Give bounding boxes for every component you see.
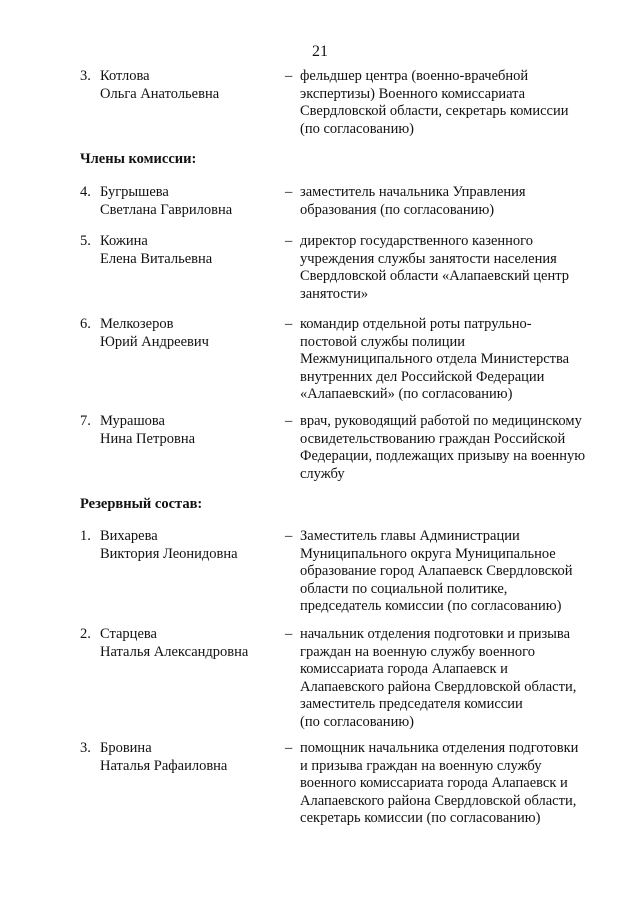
entry-description — [300, 626, 625, 732]
description-line: секретарь комиссии (по согласованию) — [300, 810, 541, 827]
entry-description — [300, 184, 625, 219]
description-line: «Алапаевский» (по согласованию) — [300, 386, 513, 403]
description-line: области по социальной политике, — [300, 580, 508, 597]
description-line: (по согласованию) — [300, 713, 414, 730]
page-number: 21 — [312, 43, 328, 60]
entry-description — [300, 413, 625, 483]
description-line: врач, руководящий работой по медицинскому — [300, 413, 582, 429]
entry-surname: Кожина — [100, 233, 148, 249]
entry-dash: – — [285, 528, 293, 544]
entry-name — [100, 68, 280, 103]
entry-number: 3. — [80, 740, 91, 756]
entry-surname: Бровина — [100, 740, 152, 756]
entry-given-name: Елена Витальевна — [100, 250, 213, 267]
entry-name — [100, 184, 280, 219]
description-line: освидетельствованию граждан Российской — [300, 430, 566, 447]
entry-name — [100, 233, 280, 268]
reserve-heading: Резервный состав: — [80, 496, 203, 512]
entry-name — [100, 413, 280, 448]
entry-given-name: Виктория Леонидовна — [100, 545, 238, 562]
entry-description — [300, 68, 625, 138]
description-line: экспертизы) Военного комиссариата — [300, 85, 526, 102]
description-line: Алапаевского района Свердловской области, — [300, 678, 577, 695]
entry-description — [300, 316, 625, 404]
entry-surname: Бугрышева — [100, 184, 169, 200]
description-line: комиссариата города Алапаевск и — [300, 661, 508, 678]
description-line: заместитель председателя комиссии — [300, 696, 523, 713]
description-line: внутренних дел Российской Федерации — [300, 368, 545, 385]
entry-number: 1. — [80, 528, 91, 544]
entry-surname: Котлова — [100, 68, 150, 84]
entry-given-name: Ольга Анатольевна — [100, 85, 220, 102]
entry-name — [100, 626, 280, 661]
description-line: Муниципального округа Муниципальное — [300, 545, 556, 562]
description-line: командир отдельной роты патрульно- — [300, 316, 532, 332]
description-line: учреждения службы занятости населения — [300, 250, 557, 267]
entry-number: 3. — [80, 68, 91, 84]
entry-name — [100, 316, 280, 351]
entry-dash: – — [285, 740, 293, 756]
entry-description — [300, 740, 625, 828]
entry-number: 2. — [80, 626, 91, 642]
description-line: Свердловской области, секретарь комиссии — [300, 103, 569, 120]
entry-number: 4. — [80, 184, 91, 200]
description-line: военного комиссариата города Алапаевск и — [300, 775, 568, 792]
entry-given-name: Наталья Рафаиловна — [100, 757, 228, 774]
description-line: Свердловской области «Алапаевский центр — [300, 268, 569, 285]
entry-given-name: Наталья Александровна — [100, 643, 249, 660]
description-line: Алапаевского района Свердловской области, — [300, 792, 577, 809]
entry-description — [300, 233, 625, 303]
members-heading: Члены комиссии: — [80, 151, 197, 167]
entry-dash: – — [285, 316, 293, 332]
entry-dash: – — [285, 184, 293, 200]
description-line: граждан на военную службу военного — [300, 643, 535, 660]
entry-number: 6. — [80, 316, 91, 332]
description-line: образование город Алапаевск Свердловской — [300, 563, 573, 580]
entry-name — [100, 740, 280, 775]
entry-given-name: Юрий Андреевич — [100, 333, 209, 350]
description-line: помощник начальника отделения подготовки — [300, 740, 579, 756]
entry-surname: Мелкозеров — [100, 316, 174, 332]
description-line: образования (по согласованию) — [300, 201, 495, 218]
description-line: председатель комиссии (по согласованию) — [300, 598, 562, 615]
description-line: начальник отделения подготовки и призыва — [300, 626, 571, 642]
entry-surname: Старцева — [100, 626, 157, 642]
description-line: (по согласованию) — [300, 120, 414, 137]
entry-number: 7. — [80, 413, 91, 429]
entry-surname: Мурашова — [100, 413, 165, 429]
entry-surname: Вихарева — [100, 528, 158, 544]
description-line: занятости» — [300, 285, 369, 302]
description-line: Федерации, подлежащих призыву на военную — [300, 448, 586, 465]
entry-given-name: Нина Петровна — [100, 430, 196, 447]
description-line: Заместитель главы Администрации — [300, 528, 520, 544]
entry-dash: – — [285, 626, 293, 642]
description-line: постовой службы полиции — [300, 333, 465, 350]
entry-dash: – — [285, 413, 293, 429]
description-line: Межмуниципального отдела Министерства — [300, 351, 570, 368]
entry-dash: – — [285, 233, 293, 249]
description-line: фельдшер центра (военно-врачебной — [300, 68, 529, 84]
description-line: заместитель начальника Управления — [300, 184, 526, 200]
description-line: службу — [300, 465, 345, 482]
entry-description — [300, 528, 625, 616]
description-line: директор государственного казенного — [300, 233, 534, 249]
entry-dash: – — [285, 68, 293, 84]
description-line: и призыва граждан на военную службу — [300, 757, 542, 774]
entry-given-name: Светлана Гавриловна — [100, 201, 233, 218]
entry-name — [100, 528, 280, 563]
entry-number: 5. — [80, 233, 91, 249]
